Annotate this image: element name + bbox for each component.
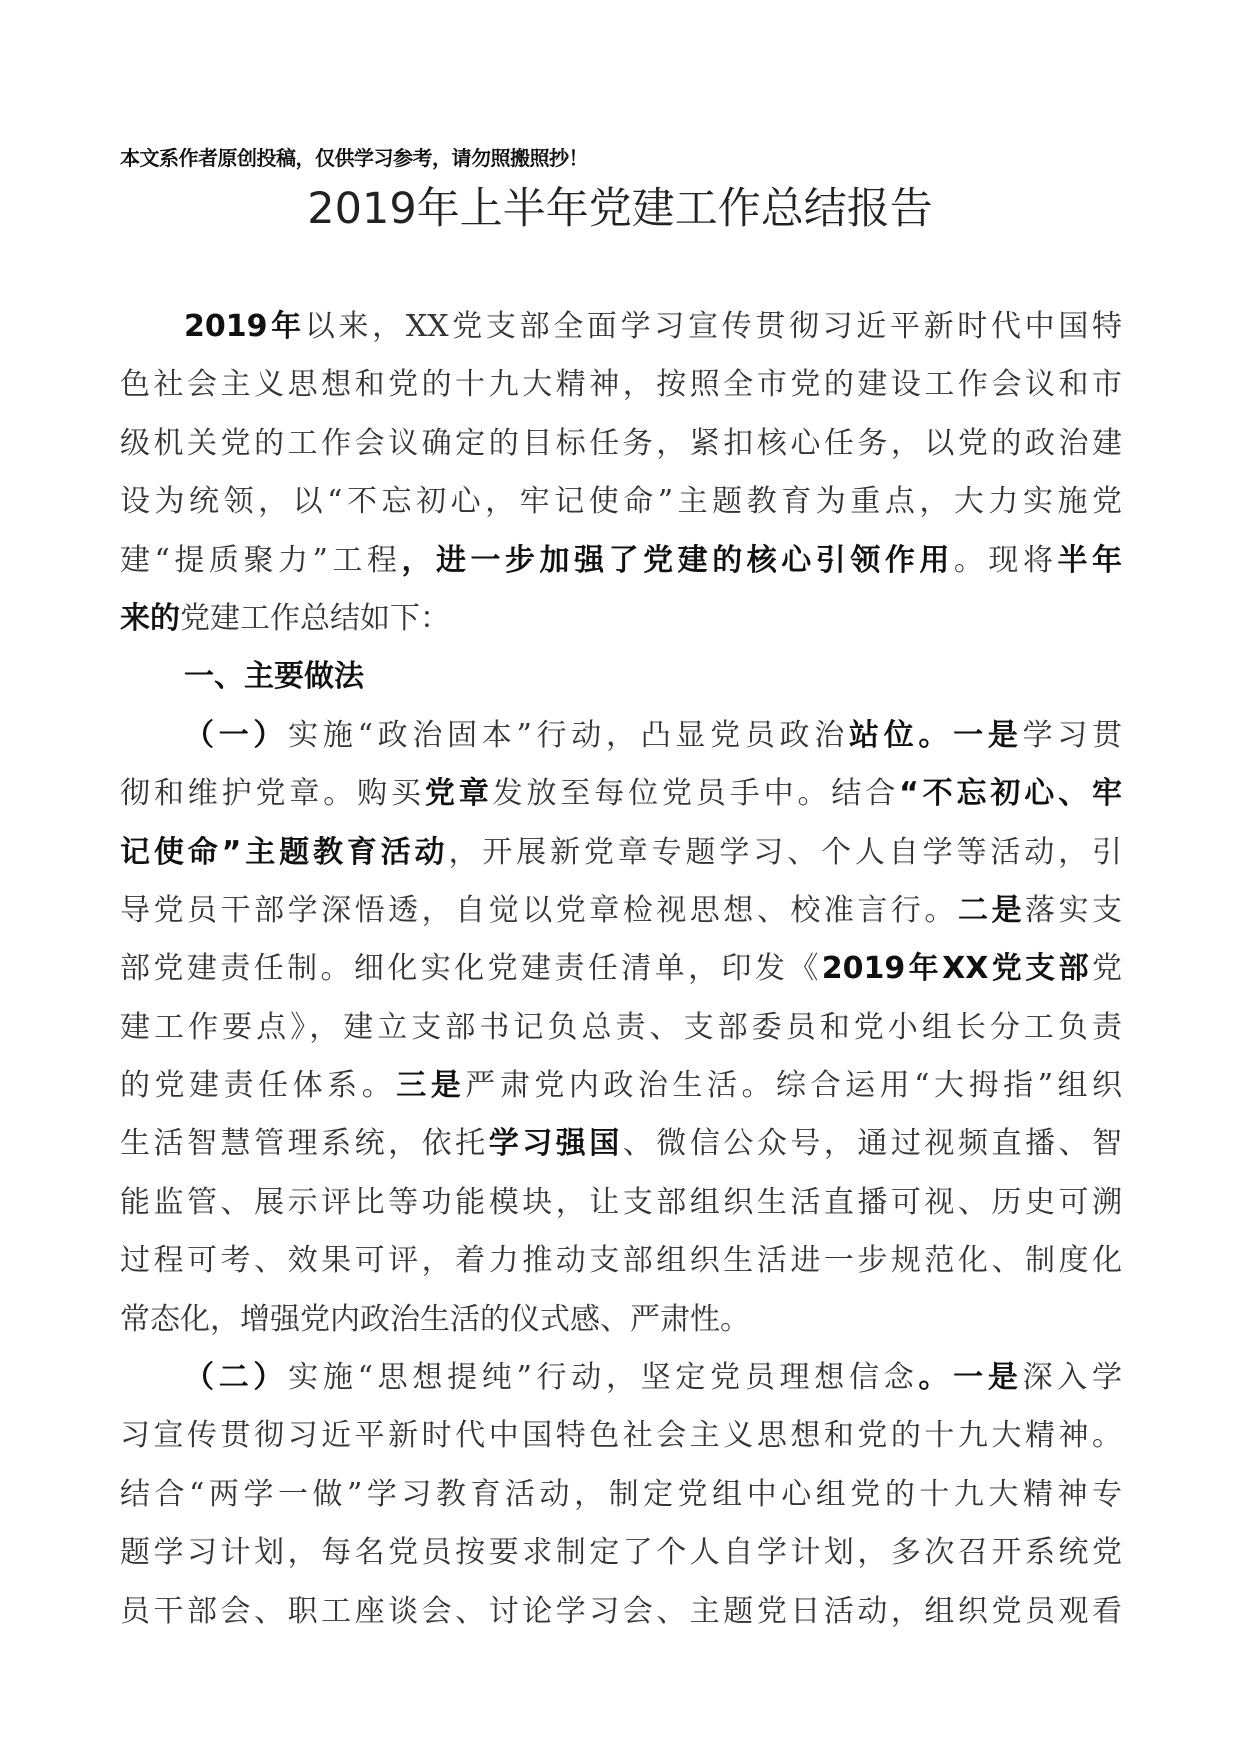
text-segment: 导党员干部学深悟透，自觉以党章检视思想、校准言行。 <box>120 892 958 928</box>
text-segment: 过程可考、效果可评，着力推动支部组织生活进一步规范化、制度化 <box>120 1243 1122 1279</box>
bold-text-segment: 二是 <box>957 892 1025 928</box>
text-segment: 实施“政治固本”行动，凸显党员政治 <box>288 717 849 753</box>
text-segment: 设为统领，以“不忘初心，牢记使命”主题教育为重点，大力实施党 <box>120 484 1122 520</box>
text-segment: 。现将 <box>953 542 1058 578</box>
bold-text-segment: 2019年XX党支部 <box>821 951 1093 987</box>
text-line <box>120 1466 1122 1524</box>
text-line <box>120 648 1122 706</box>
bold-text-segment: 。一是 <box>918 1360 1023 1396</box>
document-body <box>120 298 1122 1641</box>
text-line <box>120 590 1122 648</box>
text-segment: 彻和维护党章。购买 <box>120 776 425 812</box>
text-line <box>120 532 1122 590</box>
text-line <box>120 298 1122 356</box>
text-segment: 落实支 <box>1024 892 1123 928</box>
text-segment: 、微信公众号，通过视频直播、智 <box>622 1126 1123 1162</box>
text-line <box>120 1583 1122 1641</box>
bold-text-segment: 来的 <box>120 600 180 636</box>
text-segment: 建工作要点》，建立支部书记负总责、支部委员和党小组长分工负责 <box>120 1009 1122 1045</box>
text-line <box>120 1174 1122 1232</box>
text-segment: 习宣传贯彻习近平新时代中国特色社会主义思想和党的十九大精神。 <box>120 1418 1122 1454</box>
text-segment: 级机关党的工作会议确定的目标任务，紧扣核心任务，以党的政治建 <box>120 425 1122 461</box>
text-segment: ，开展新党章专题学习、个人自学等活动，引 <box>448 834 1123 870</box>
text-line <box>120 1057 1122 1115</box>
bold-text-segment: 一、主要做法 <box>184 659 364 695</box>
text-segment: 的党建责任体系。 <box>120 1068 397 1104</box>
bold-text-segment: “不忘初心、牢 <box>899 776 1123 812</box>
text-segment: 员干部会、职工座谈会、讨论学习会、主题党日活动，组织党员观看 <box>120 1593 1122 1629</box>
bold-text-segment: （二） <box>184 1360 289 1396</box>
bold-text-segment: （一） <box>184 717 289 753</box>
text-segment: 结合“两学一做”学习教育活动，制定党组中心组党的十九大精神专 <box>120 1476 1122 1512</box>
text-segment: 常态化，增强党内政治生活的仪式感、严肃性。 <box>120 1301 750 1337</box>
text-line <box>120 1524 1122 1582</box>
text-line <box>120 1291 1122 1349</box>
document-title: 2019年上半年党建工作总结报告 <box>307 184 933 234</box>
text-segment: 严肃党内政治生活。综合运用“大拇指”组织 <box>465 1068 1123 1104</box>
text-segment: 以来，XX党支部全面学习宣传贯彻习近平新时代中国特 <box>304 309 1122 344</box>
text-segment: 题学习计划，每名党员按要求制定了个人自学计划，多次召开系统党 <box>120 1535 1122 1571</box>
text-segment: 色社会主义思想和党的十九大精神，按照全市党的建设工作会议和市 <box>120 367 1122 403</box>
bold-text-segment: 站位。一是 <box>849 717 1023 753</box>
bold-text-segment: 记使命”主题教育活动 <box>120 834 449 870</box>
text-segment: 发放至每位党员手中。结合 <box>492 776 900 812</box>
text-line <box>120 1115 1122 1173</box>
bold-text-segment: 学习强国 <box>488 1126 623 1162</box>
text-line <box>120 1232 1122 1290</box>
bold-text-segment: 2019年 <box>184 309 305 344</box>
text-line <box>120 824 1122 882</box>
text-segment: 党建工作总结如下： <box>180 600 450 636</box>
text-segment: 实施“思想提纯”行动，坚定党员理想信念 <box>288 1360 919 1396</box>
text-segment: 党 <box>1092 951 1123 987</box>
text-line <box>120 415 1122 473</box>
text-line <box>120 999 1122 1057</box>
text-segment: 学习贯 <box>1022 717 1123 753</box>
text-line <box>120 765 1122 823</box>
bold-text-segment: 三是 <box>396 1068 466 1104</box>
bold-text-segment: 半年 <box>1057 542 1123 578</box>
text-line <box>120 1407 1122 1465</box>
copyright-notice: 本文系作者原创投稿，仅供学习参考，请勿照搬照抄！ <box>120 146 588 170</box>
bold-text-segment: ，进一步加强了党建的核心引领作用 <box>401 542 954 578</box>
text-line <box>120 707 1122 765</box>
text-segment: 深入学 <box>1022 1360 1123 1396</box>
text-line <box>120 473 1122 531</box>
text-segment: 生活智慧管理系统，依托 <box>120 1126 489 1162</box>
text-line <box>120 940 1122 998</box>
text-line <box>120 882 1122 940</box>
bold-text-segment: 党章 <box>424 776 493 812</box>
text-line <box>120 356 1122 414</box>
text-line <box>120 1349 1122 1407</box>
text-segment: 部党建责任制。细化实化党建责任清单，印发《 <box>120 951 822 987</box>
text-segment: 能监管、展示评比等功能模块，让支部组织生活直播可视、历史可溯 <box>120 1184 1122 1220</box>
text-segment: 建“提质聚力”工程 <box>120 542 402 578</box>
